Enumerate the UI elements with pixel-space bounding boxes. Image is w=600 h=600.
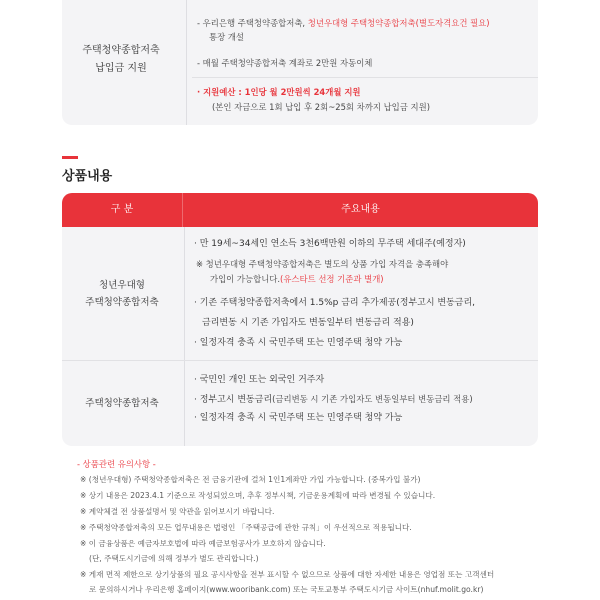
row1-item-subscription: · 일정자격 충족 시 국민주택 또는 민영주택 청약 가능: [194, 338, 403, 348]
table-header: [62, 193, 538, 227]
note-line: ※ 이 금융상품은 예금자보호법에 따라 예금보험공사가 보호하지 않습니다.: [80, 539, 326, 548]
youth-account-highlight: 청년우대형 주택청약종합저축(별도자격요건 필요): [307, 18, 490, 28]
note-line: ※ (청년우대형) 주택청약종합저축은 전 금융기관에 걸쳐 1인1계좌만 가입 가능합니다. (중복가입 불가): [80, 475, 421, 484]
notes-title: - 상품관련 유의사항 -: [77, 459, 156, 469]
support-label: [62, 0, 180, 125]
row1-item-eligibility: · 만 19세~34세인 연소득 3천6백만원 이하의 무주택 세대주(예정자): [194, 239, 466, 249]
section-title: 상품내용: [62, 169, 113, 184]
row1-note-line2: 가입이 가능합니다.(유스타트 선정 기준과 별개): [210, 274, 384, 284]
row1-item-rate: · 기존 주택청약종합저축에서 1.5%p 금리 추가제공(정부고시 변동금리,: [194, 298, 476, 308]
row1-label-line1: 청년우대형: [99, 279, 145, 291]
row1-label-line2: 주택청약종합저축: [85, 296, 159, 308]
note-line: ※ 주택청약종합저축의 모든 업무내용은 법령인 「주택공급에 관한 규칙」이 우선적으로 적용됩니다.: [80, 523, 412, 532]
product-table: [62, 193, 538, 446]
support-divider: [186, 0, 187, 125]
note-line: ※ 게재 면적 제한으로 상기상품의 필요 공시사항을 전부 표시할 수 없으므로 상품에 대한 자세한 내용은 영업점 또는 고객센터: [80, 570, 495, 579]
row1-item-rate-cont: 금리변동 시 기존 가입자도 변동일부터 변동금리 적용): [202, 318, 414, 328]
note-line: (단, 주택도시기금에 의해 정부가 별도 관리합니다.): [89, 554, 259, 563]
row2-item-subscription: · 일정자격 충족 시 국민주택 또는 민영주택 청약 가능: [194, 413, 403, 423]
youstart-note: (유스타트 선정 기준과 별개): [280, 274, 384, 284]
support-budget: · 지원예산 : 1인당 월 2만원씩 24개월 지원: [197, 87, 361, 97]
support-label-line2: 납입금 지원: [95, 62, 147, 74]
row1-divider: [184, 227, 185, 360]
row2-item-rate: · 정부고시 변동금리(금리변동 시 기존 가입자도 변동일부터 변동금리 적용): [194, 394, 473, 405]
support-item-autotransfer: - 매월 주택청약종합저축 계좌로 2만원 자동이체: [197, 58, 373, 68]
row1-label: [62, 227, 182, 360]
row2-label: 주택청약종합저축: [85, 398, 159, 409]
support-item-account-cont: 통장 개설: [209, 32, 245, 42]
support-content: [192, 0, 538, 125]
support-budget-note: (본인 자금으로 1회 납입 후 2회~25회 차까지 납입금 지원): [212, 102, 430, 112]
row2-divider: [184, 361, 185, 446]
support-separator: [192, 77, 538, 78]
note-line: 로 문의하시거나 우리은행 홈페이지(www.wooribank.com) 또는 국토교통부 주택도시기금 사이트(nhuf.molit.go.kr): [89, 585, 484, 594]
row2-item-eligibility: · 국민인 개인 또는 외국인 거주자: [194, 375, 325, 385]
support-card: [62, 0, 538, 125]
section-accent-bar: [62, 156, 78, 159]
support-item-account: - 우리은행 주택청약종합저축, 청년우대형 주택청약종합저축(별도자격요건 필요): [197, 18, 490, 28]
header-category: 구 분: [110, 204, 134, 215]
note-line: ※ 계약체결 전 상품설명서 및 약관을 읽어보시기 바랍니다.: [80, 507, 275, 516]
row1-note-line1: ※ 청년우대형 주택청약종합저축은 별도의 상품 가입 자격을 충족해야: [196, 259, 449, 269]
header-content: 주요내용: [341, 204, 380, 215]
support-label-line1: 주택청약종합저축: [82, 44, 160, 56]
note-line: ※ 상기 내용은 2023.4.1 기준으로 작성되었으며, 추후 정부시책, 기금운용계획에 따라 변경될 수 있습니다.: [80, 491, 436, 500]
